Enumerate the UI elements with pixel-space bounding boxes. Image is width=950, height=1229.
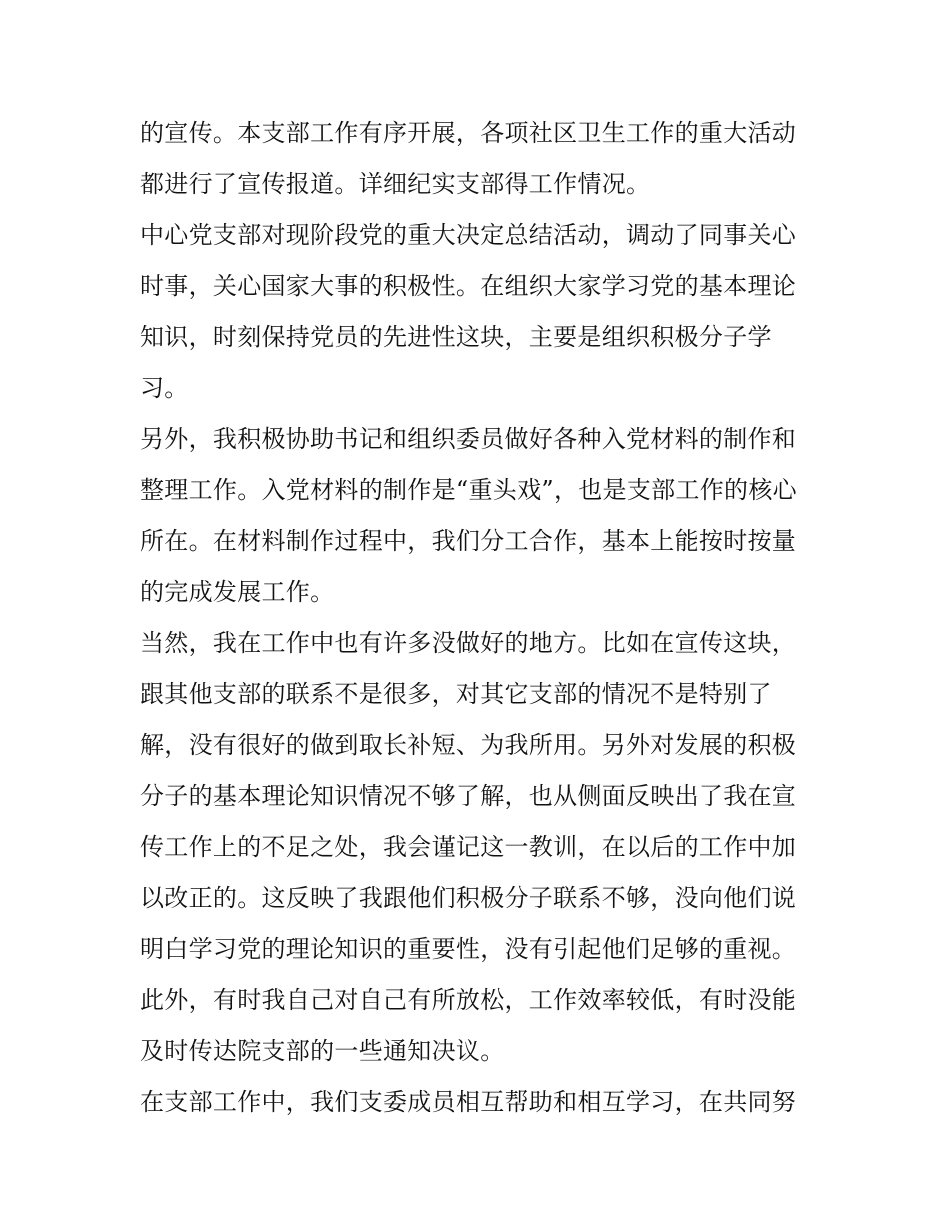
text-line: 及时传达院支部的一些通知决议。 <box>140 1037 505 1065</box>
text-line: 解，没有很好的做到取长补短、为我所用。另外对发展的积极 <box>140 731 797 759</box>
text-line: 所在。在材料制作过程中，我们分工合作，基本上能按时按量 <box>140 527 797 555</box>
document-body <box>140 108 820 1128</box>
text-line: 明白学习党的理论知识的重要性，没有引起他们足够的重视。 <box>140 935 797 963</box>
text-line: 时事，关心国家大事的积极性。在组织大家学习党的基本理论 <box>140 272 797 300</box>
text-line: 在支部工作中，我们支委成员相互帮助和相互学习，在共同努 <box>140 1088 797 1116</box>
text-line: 另外，我积极协助书记和组织委员做好各种入党材料的制作和 <box>140 425 797 453</box>
text-line: 中心党支部对现阶段党的重大决定总结活动，调动了同事关心 <box>140 221 797 249</box>
text-line: 以改正的。这反映了我跟他们积极分子联系不够，没向他们说 <box>140 884 797 912</box>
text-line: 整理工作。入党材料的制作是“重头戏”，也是支部工作的核心 <box>140 476 797 504</box>
text-line: 此外，有时我自己对自己有所放松，工作效率较低，有时没能 <box>140 986 797 1014</box>
text-line: 分子的基本理论知识情况不够了解，也从侧面反映出了我在宣 <box>140 782 797 810</box>
text-line: 跟其他支部的联系不是很多，对其它支部的情况不是特别了 <box>140 680 772 708</box>
text-line: 的完成发展工作。 <box>140 578 335 606</box>
text-line: 习。 <box>140 374 189 402</box>
text-line: 知识，时刻保持党员的先进性这块，主要是组织积极分子学 <box>140 323 772 351</box>
text-line: 的宣传。本支部工作有序开展，各项社区卫生工作的重大活动 <box>140 119 797 147</box>
text-line: 传工作上的不足之处，我会谨记这一教训，在以后的工作中加 <box>140 833 797 861</box>
text-line: 当然，我在工作中也有许多没做好的地方。比如在宣传这块， <box>140 629 797 657</box>
text-line: 都进行了宣传报道。详细纪实支部得工作情况。 <box>140 170 651 198</box>
